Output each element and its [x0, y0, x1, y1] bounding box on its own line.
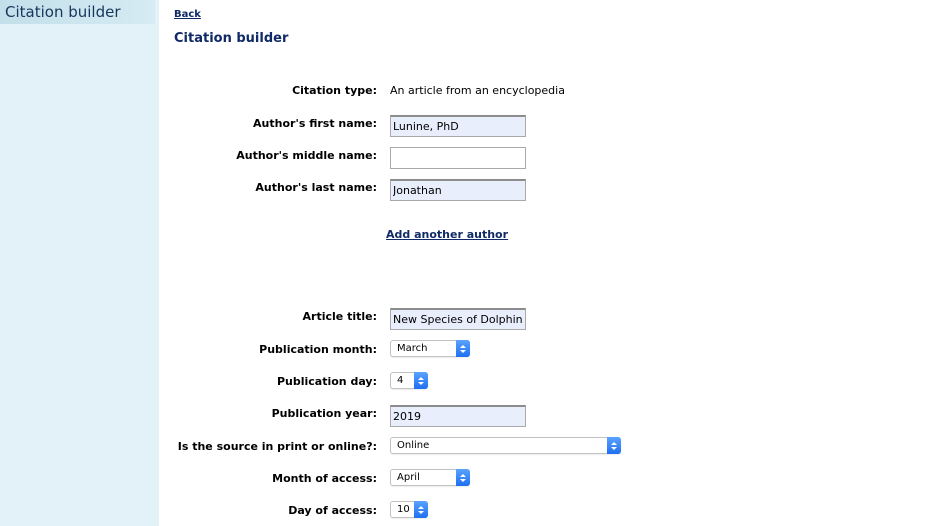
- source-type-label: Is the source in print or online?:: [177, 440, 377, 453]
- last-name-input[interactable]: [390, 179, 526, 201]
- citation-type-value: An article from an encyclopedia: [390, 84, 565, 97]
- access-day-value: 10: [397, 504, 410, 515]
- page-title: Citation builder: [174, 31, 289, 46]
- publication-day-label: Publication day:: [276, 375, 377, 388]
- article-title-input[interactable]: [390, 308, 526, 330]
- first-name-label: Author's first name:: [253, 117, 377, 130]
- access-day-select[interactable]: [390, 501, 428, 518]
- first-name-input[interactable]: [390, 115, 526, 137]
- select-stepper-icon: [456, 340, 470, 357]
- publication-year-input[interactable]: [390, 405, 526, 427]
- select-stepper-icon: [414, 372, 428, 389]
- citation-type-label: Citation type:: [292, 84, 377, 97]
- middle-name-label: Author's middle name:: [236, 149, 377, 162]
- publication-month-select[interactable]: [390, 340, 470, 357]
- last-name-label: Author's last name:: [255, 181, 377, 194]
- add-another-author-link[interactable]: Add another author: [386, 228, 509, 241]
- publication-day-select[interactable]: [390, 372, 428, 389]
- publication-month-value: March: [397, 343, 428, 354]
- back-link[interactable]: Back: [174, 9, 201, 20]
- publication-month-label: Publication month:: [259, 343, 377, 356]
- access-month-select[interactable]: [390, 469, 470, 486]
- source-type-value: Online: [397, 440, 430, 451]
- article-title-label: Article title:: [302, 310, 377, 323]
- access-month-label: Month of access:: [272, 472, 377, 485]
- source-type-select[interactable]: [390, 437, 621, 454]
- access-month-value: April: [397, 472, 420, 483]
- publication-year-label: Publication year:: [271, 407, 377, 420]
- select-stepper-icon: [607, 437, 621, 454]
- access-day-label: Day of access:: [288, 504, 377, 517]
- select-stepper-icon: [456, 469, 470, 486]
- publication-day-value: 4: [397, 375, 404, 386]
- sidebar: [0, 0, 159, 526]
- select-stepper-icon: [414, 501, 428, 518]
- middle-name-input[interactable]: [390, 147, 526, 169]
- sidebar-title: Citation builder: [0, 0, 155, 24]
